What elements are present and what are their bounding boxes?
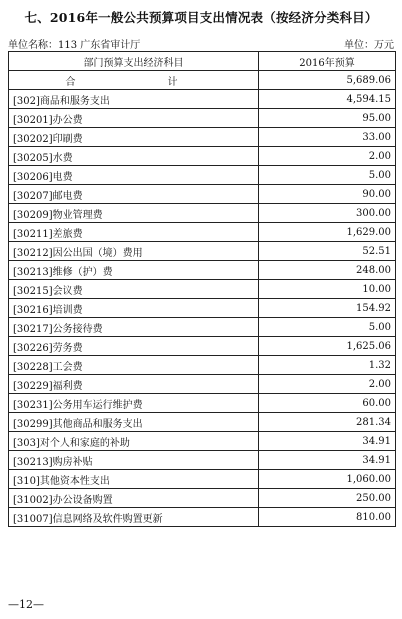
- row-category: [30226]劳务费: [9, 337, 259, 356]
- row-category: 合 计: [9, 71, 259, 90]
- row-value: 2.00: [259, 375, 396, 394]
- table-row: [9, 185, 396, 204]
- table-row: [9, 90, 396, 109]
- row-value: 34.91: [259, 451, 396, 470]
- row-category: [30207]邮电费: [9, 185, 259, 204]
- table-header-row: [9, 52, 396, 71]
- row-category: [310]其他资本性支出: [9, 470, 259, 489]
- table-row: [9, 356, 396, 375]
- row-value: 5.00: [259, 166, 396, 185]
- table-row: [9, 337, 396, 356]
- budget-table: [8, 51, 396, 527]
- row-category: [30216]培训费: [9, 299, 259, 318]
- row-value: 281.34: [259, 413, 396, 432]
- row-category: [30231]公务用车运行维护费: [9, 394, 259, 413]
- table-row: [9, 71, 396, 90]
- row-category: [31002]办公设备购置: [9, 489, 259, 508]
- page-title: 七、2016年一般公共预算项目支出情况表（按经济分类科目）: [24, 10, 378, 25]
- table-row: [9, 489, 396, 508]
- page-number: —12—: [8, 598, 44, 611]
- row-category: [30217]公务接待费: [9, 318, 259, 337]
- row-value: 250.00: [259, 489, 396, 508]
- row-category: [302]商品和服务支出: [9, 90, 259, 109]
- table-row: [9, 299, 396, 318]
- row-category: [30211]差旅费: [9, 223, 259, 242]
- row-category: [30201]办公费: [9, 109, 259, 128]
- row-category: [30228]工会费: [9, 356, 259, 375]
- unit-label: 单位：万元: [344, 40, 394, 51]
- table-row: [9, 394, 396, 413]
- row-value: 90.00: [259, 185, 396, 204]
- row-value: 95.00: [259, 109, 396, 128]
- row-value: 154.92: [259, 299, 396, 318]
- table-row: [9, 204, 396, 223]
- row-value: 10.00: [259, 280, 396, 299]
- row-category: [303]对个人和家庭的补助: [9, 432, 259, 451]
- table-row: [9, 109, 396, 128]
- row-value: 33.00: [259, 128, 396, 147]
- table-row: [9, 413, 396, 432]
- row-value: 248.00: [259, 261, 396, 280]
- header-budget: 2016年预算: [259, 52, 396, 71]
- row-value: 5,689.06: [259, 71, 396, 90]
- unit-info-row: [8, 36, 394, 51]
- table-row: [9, 261, 396, 280]
- row-category: [30299]其他商品和服务支出: [9, 413, 259, 432]
- table-row: [9, 470, 396, 489]
- row-value: 2.00: [259, 147, 396, 166]
- table-body: [9, 71, 396, 527]
- row-value: 1,060.00: [259, 470, 396, 489]
- table-row: [9, 128, 396, 147]
- row-value: 5.00: [259, 318, 396, 337]
- row-category: [30212]因公出国（境）费用: [9, 242, 259, 261]
- row-value: 1,629.00: [259, 223, 396, 242]
- row-category: [30213]购房补贴: [9, 451, 259, 470]
- row-value: 300.00: [259, 204, 396, 223]
- row-category: [30213]维修（护）费: [9, 261, 259, 280]
- row-value: 1,625.06: [259, 337, 396, 356]
- table-row: [9, 451, 396, 470]
- row-category: [30202]印刷费: [9, 128, 259, 147]
- row-value: 34.91: [259, 432, 396, 451]
- unit-name: 单位名称：113 广东省审计厅: [8, 40, 141, 51]
- row-category: [30229]福利费: [9, 375, 259, 394]
- table-row: [9, 147, 396, 166]
- table-row: [9, 242, 396, 261]
- row-value: 1.32: [259, 356, 396, 375]
- row-category: [30215]会议费: [9, 280, 259, 299]
- header-category: 部门预算支出经济科目: [9, 52, 259, 71]
- table-row: [9, 280, 396, 299]
- row-value: 52.51: [259, 242, 396, 261]
- row-category: [30206]电费: [9, 166, 259, 185]
- row-value: 60.00: [259, 394, 396, 413]
- row-category: [31007]信息网络及软件购置更新: [9, 508, 259, 527]
- table-row: [9, 223, 396, 242]
- table-row: [9, 318, 396, 337]
- table-row: [9, 508, 396, 527]
- row-value: 810.00: [259, 508, 396, 527]
- row-category: [30205]水费: [9, 147, 259, 166]
- table-row: [9, 432, 396, 451]
- table-row: [9, 375, 396, 394]
- table-row: [9, 166, 396, 185]
- row-value: 4,594.15: [259, 90, 396, 109]
- row-category: [30209]物业管理费: [9, 204, 259, 223]
